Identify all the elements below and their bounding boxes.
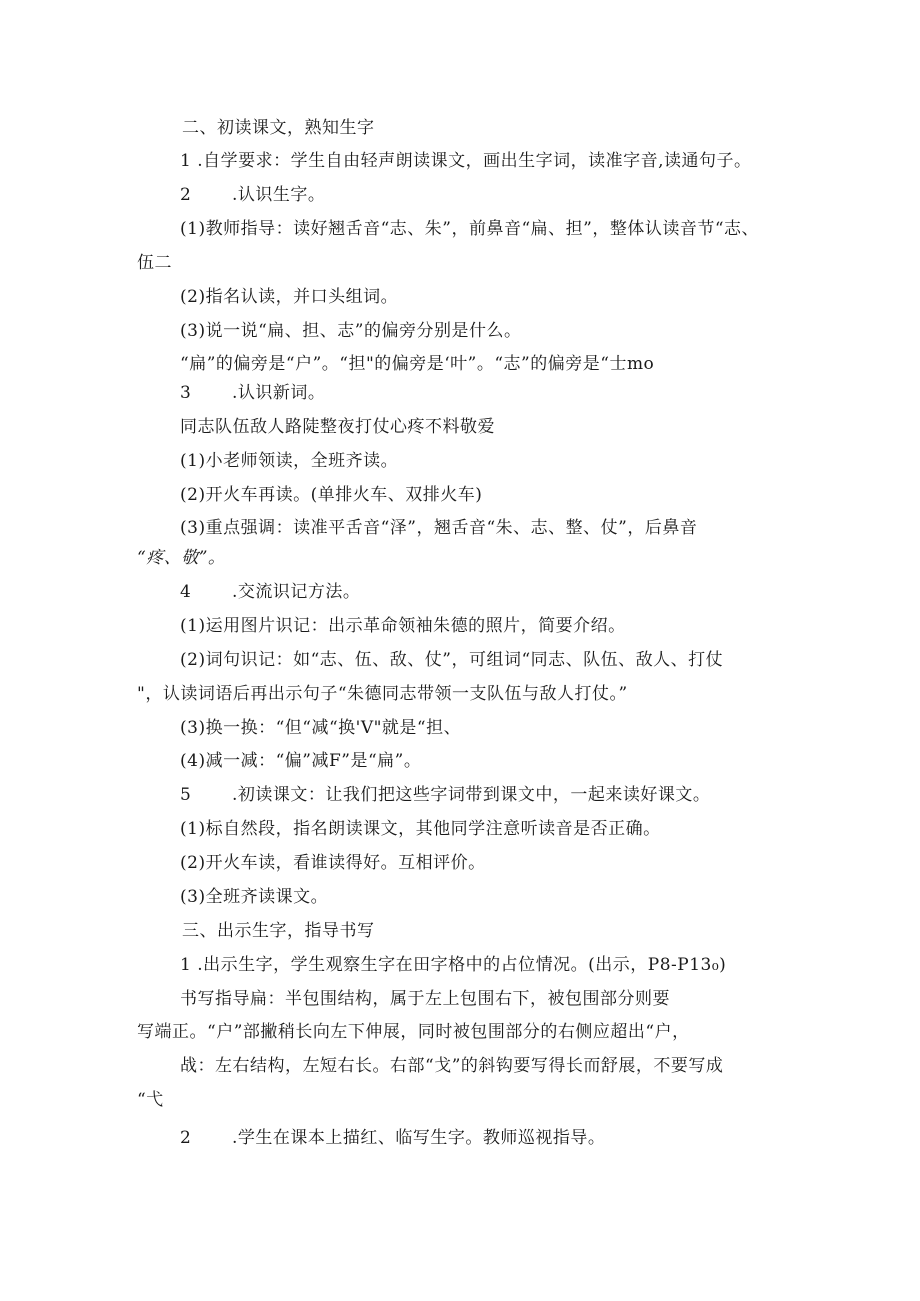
- paragraph-line: .认识生字。: [232, 185, 326, 205]
- item-number: 2: [180, 185, 192, 205]
- item-number: 3: [180, 383, 192, 403]
- paragraph-line: 书写指导扁：半包围结构，属于左上包围右下，被包围部分则要: [180, 989, 670, 1009]
- paragraph-line: “扁”的偏旁是“户”。“担"的偏旁是‘叶”。“志”的偏旁是“士mo: [180, 354, 655, 374]
- item-number: 2: [180, 1128, 192, 1148]
- paragraph-line: .认识新词。: [232, 383, 326, 403]
- paragraph-line: (3)换一换：“但“减“换'V"就是“担、: [180, 718, 462, 738]
- paragraph-line: .交流识记方法。: [232, 582, 361, 602]
- paragraph-line: (1)小老师领读，全班齐读。: [180, 451, 399, 471]
- paragraph-line: (1)教师指导：读好翘舌音“志、朱”，前鼻音“扁、担”，整体认读音节“志、: [180, 219, 760, 239]
- paragraph-line: (2)词句识记：如“志、伍、敌、仗”，可组词“同志、队伍、敌人、打仗: [180, 650, 724, 670]
- paragraph-line: 1 .出示生字，学生观察生字在田字格中的占位情况。(出示，P8-P13₀): [180, 955, 727, 975]
- paragraph-line: "，认读词语后再出示句子“朱德同志带领一支队伍与敌人打仗。”: [137, 684, 628, 704]
- paragraph-line: “弋: [137, 1090, 164, 1110]
- paragraph-line: (2)开火车再读。(单排火车、双排火车): [180, 485, 483, 505]
- paragraph-line: .学生在课本上描红、临写生字。教师巡视指导。: [232, 1128, 606, 1148]
- section-heading: 二、初读课文，熟知生字: [182, 118, 375, 138]
- item-number: 4: [180, 582, 192, 602]
- paragraph-line: (2)开火车读，看谁读得好。互相评价。: [180, 853, 486, 873]
- section-heading: 三、出示生字，指导书写: [182, 921, 375, 941]
- paragraph-line: (3)全班齐读课文。: [180, 887, 329, 907]
- paragraph-line: (3)重点强调：读准平舌音“泽”，翘舌音“朱、志、整、仗”，后鼻音: [180, 518, 698, 538]
- paragraph-line: (2)指名认读，并口头组词。: [180, 287, 399, 307]
- paragraph-line: 写端正。“户”部撇稍长向左下伸展，同时被包围部分的右侧应超出“户，: [137, 1022, 690, 1042]
- paragraph-line: (1)运用图片识记：出示革命领袖朱德的照片，简要介绍。: [180, 616, 626, 636]
- paragraph-line: 战：左右结构，左短右长。右部“戈”的斜钩要写得长而舒展，不要写成: [180, 1056, 724, 1076]
- paragraph-line: (4)减一减：“偏”减F”是“扁”。: [180, 751, 422, 771]
- paragraph-line: “疼、敬”。: [137, 548, 226, 568]
- paragraph-line: .初读课文：让我们把这些字词带到课文中，一起来读好课文。: [232, 785, 711, 805]
- paragraph-line: 1 .自学要求：学生自由轻声朗读课文，画出生字词，读准字音,读通句子。: [180, 151, 752, 171]
- item-number: 5: [180, 785, 192, 805]
- paragraph-line: (3)说一说“扁、担、志”的偏旁分别是什么。: [180, 321, 522, 341]
- paragraph-line: 伍二: [137, 253, 172, 273]
- paragraph-line: 同志队伍敌人路陡整夜打仗心疼不料敬爱: [180, 417, 495, 437]
- paragraph-line: (1)标自然段，指名朗读课文，其他同学注意听读音是否正确。: [180, 819, 661, 839]
